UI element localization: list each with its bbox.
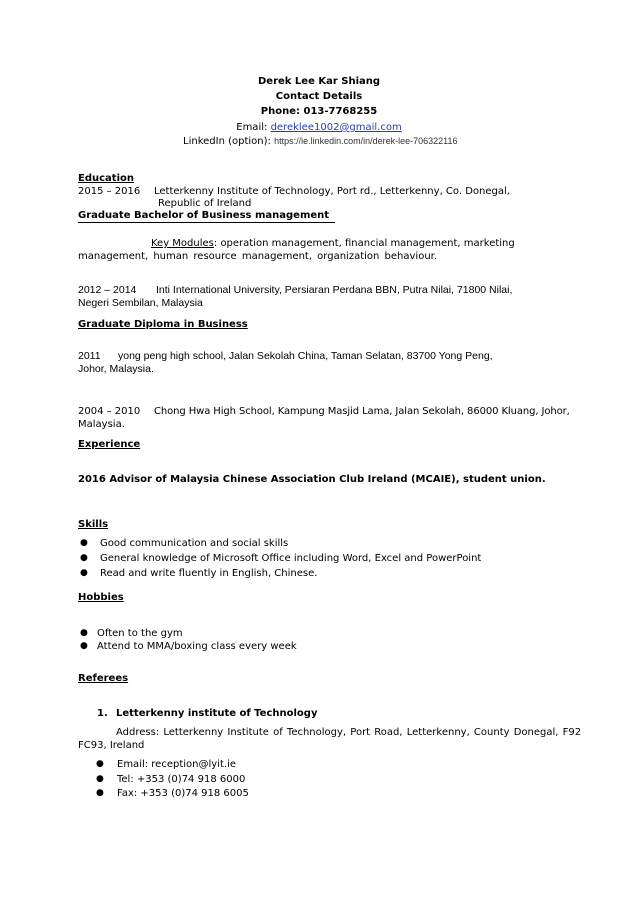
hobby-item: Attend to MMA/boxing class every week: [97, 641, 297, 652]
bullet-icon: ●: [80, 628, 88, 638]
edu1-line2: Republic of Ireland: [158, 198, 252, 209]
hobby-item: Often to the gym: [97, 628, 183, 639]
edu3-years: 2011: [78, 350, 101, 362]
edu3-line2: Johor, Malaysia.: [78, 363, 154, 375]
edu2-years: 2012 – 2014: [78, 284, 137, 296]
experience-heading: Experience: [78, 439, 141, 450]
skills-heading: Skills: [78, 519, 109, 530]
edu1-modules-line1: : operation management, financial management, marketing: [213, 238, 515, 249]
hobbies-heading: Hobbies: [78, 592, 124, 603]
candidate-name: Derek Lee Kar Shiang: [257, 76, 381, 87]
skill-item: Good communication and social skills: [100, 538, 289, 549]
education-heading: Education: [78, 173, 134, 184]
edu1-modules-line2: management, human resource management, organization behaviour.: [78, 251, 438, 262]
referee-address-line1: Address: Letterkenny Institute of Technology, Port Road, Letterkenny, County Donegal, F92: [116, 727, 582, 738]
edu4-years: 2004 – 2010: [78, 406, 141, 417]
referee-contact: Fax: +353 (0)74 918 6005: [117, 788, 249, 799]
bullet-icon: ●: [96, 759, 104, 769]
referee-name: Letterkenny institute of Technology: [116, 708, 318, 719]
bullet-icon: ●: [80, 568, 88, 578]
linkedin-label: LinkedIn (option):: [183, 136, 271, 147]
contact-title: Contact Details: [275, 91, 363, 102]
bullet-icon: ●: [80, 538, 88, 548]
edu4-line2: Malaysia.: [78, 419, 125, 430]
referee-contact: Email: reception@lyit.ie: [117, 759, 236, 770]
bullet-icon: ●: [96, 788, 104, 798]
edu1-modules-label: Key Modules: [151, 238, 214, 249]
email-line: [0, 121, 638, 134]
experience-line: 2016 Advisor of Malaysia Chinese Association Club Ireland (MCAIE), student union.: [78, 474, 546, 485]
edu1-qualification: Graduate Bachelor of Business management: [78, 210, 335, 223]
skill-item: General knowledge of Microsoft Office including Word, Excel and PowerPoint: [100, 553, 482, 564]
referee-number: 1.: [97, 708, 108, 719]
edu2-line1: Inti International University, Persiaran Perdana BBN, Putra Nilai, 71800 Nilai,: [156, 284, 513, 296]
edu3-line1: yong peng high school, Jalan Sekolah China, Taman Selatan, 83700 Yong Peng,: [118, 350, 493, 362]
email-label: Email:: [236, 122, 268, 133]
edu2-qualification: Graduate Diploma in Business: [78, 319, 248, 330]
skill-item: Read and write fluently in English, Chinese.: [100, 568, 318, 579]
linkedin-line: [183, 135, 458, 148]
bullet-icon: ●: [80, 641, 88, 651]
edu1-years: 2015 – 2016: [78, 186, 141, 197]
edu1-line1: Letterkenny Institute of Technology, Port rd., Letterkenny, Co. Donegal,: [154, 186, 510, 197]
linkedin-link[interactable]: https://ie.linkedin.com/in/derek-lee-706322116: [274, 136, 458, 146]
bullet-icon: ●: [80, 553, 88, 563]
edu2-line2: Negeri Sembilan, Malaysia: [78, 297, 203, 309]
edu4-line1: Chong Hwa High School, Kampung Masjid Lama, Jalan Sekolah, 86000 Kluang, Johor,: [154, 406, 570, 417]
email-link[interactable]: dereklee1002@gmail.com: [270, 122, 402, 133]
bullet-icon: ●: [96, 774, 104, 784]
phone-line: Phone: 013-7768255: [260, 106, 378, 117]
referees-heading: Referees: [78, 673, 129, 684]
referee-contact: Tel: +353 (0)74 918 6000: [117, 774, 246, 785]
referee-address-line2: FC93, Ireland: [78, 740, 145, 751]
edu1-modules: [151, 237, 515, 250]
